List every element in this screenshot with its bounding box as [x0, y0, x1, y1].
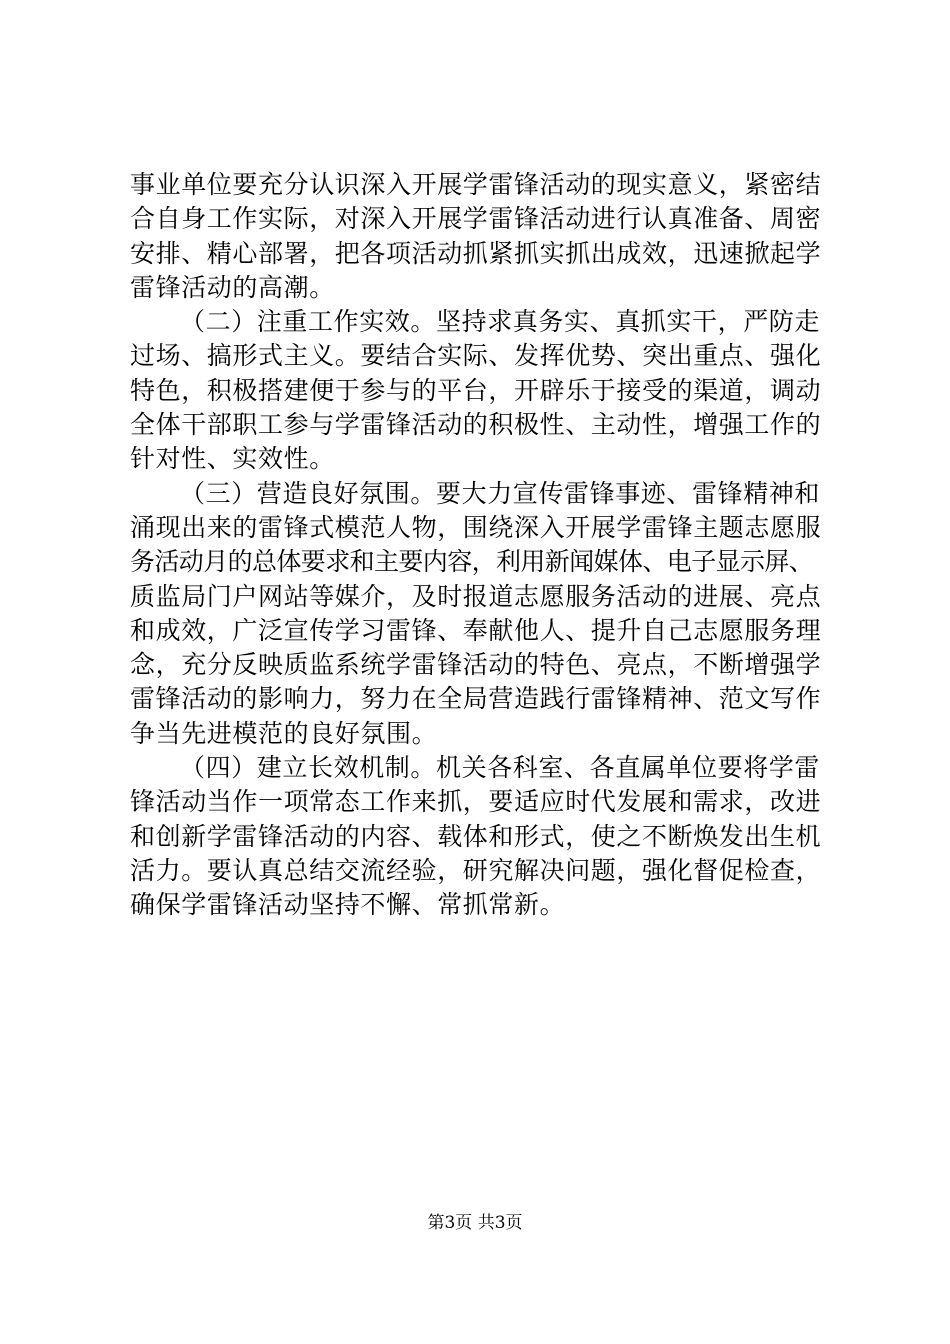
text-line: 和成效，广泛宣传学习雷锋、奉献他人、提升自己志愿服务理: [130, 615, 822, 645]
text-line: 过场、搞形式主义。要结合实际、发挥优势、突出重点、强化: [130, 341, 822, 371]
paragraph-heading-line: （四）建立长效机制。机关各科室、各直属单位要将学雷: [180, 753, 821, 783]
text-line: 和创新学雷锋活动的内容、载体和形式，使之不断焕发出生机: [130, 821, 822, 851]
text-line: 活力。要认真总结交流经验，研究解决问题，强化督促检查，: [130, 855, 822, 885]
text-line: 事业单位要充分认识深入开展学雷锋活动的现实意义，紧密结: [130, 170, 822, 199]
text-line: 务活动月的总体要求和主要内容，利用新闻媒体、电子显示屏、: [130, 547, 814, 577]
text-line: 质监局门户网站等媒介，及时报道志愿服务活动的进展、亮点: [130, 581, 822, 611]
text-line: 涌现出来的雷锋式模范人物，围绕深入开展学雷锋主题志愿服: [130, 512, 822, 542]
text-line: 特色，积极搭建便于参与的平台，开辟乐于接受的渠道，调动: [130, 375, 822, 405]
text-line: 针对性、实效性。: [130, 444, 335, 474]
text-line: 雷锋活动的高潮。: [130, 272, 335, 302]
document-body: [130, 168, 830, 923]
text-line: 念，充分反映质监系统学雷锋活动的特色、亮点，不断增强学: [130, 650, 822, 680]
text-line: 确保学雷锋活动坚持不懈、常抓常新。: [130, 890, 566, 920]
text-line: 锋活动当作一项常态工作来抓，要适应时代发展和需求，改进: [130, 787, 822, 817]
paragraph-heading-line: （二）注重工作实效。坚持求真务实、真抓实干，严防走: [180, 307, 821, 337]
text-line: 雷锋活动的影响力，努力在全局营造践行雷锋精神、范文写作: [130, 684, 822, 714]
text-line: 争当先进模范的良好氛围。: [130, 718, 438, 748]
page-number-footer: 第3页 共3页: [427, 1213, 523, 1233]
text-line: 安排、精心部署，把各项活动抓紧抓实抓出成效，迅速掀起学: [130, 238, 822, 268]
text-line: 合自身工作实际，对深入开展学雷锋活动进行认真准备、周密: [130, 204, 822, 234]
paragraph-heading-line: （三）营造良好氛围。要大力宣传雷锋事迹、雷锋精神和: [180, 478, 821, 508]
text-line: 全体干部职工参与学雷锋活动的积极性、主动性，增强工作的: [130, 410, 822, 440]
